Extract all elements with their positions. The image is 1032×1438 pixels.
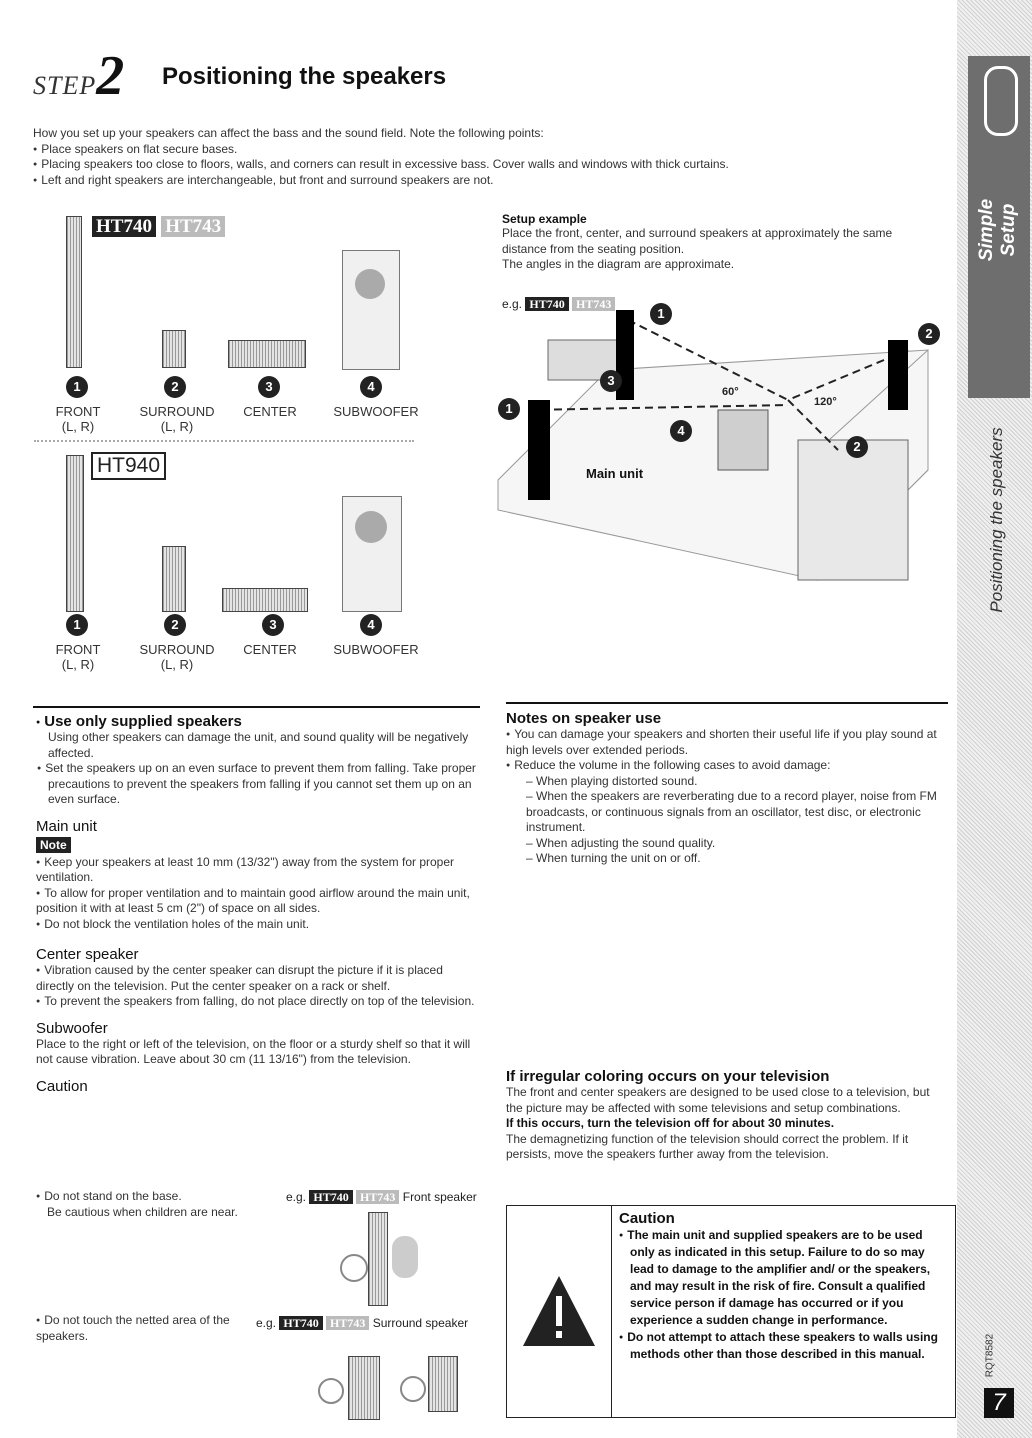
main-unit-label: Main unit: [586, 466, 644, 481]
no-symbol-icon: [318, 1378, 344, 1404]
sidebar-badge-icon: [984, 66, 1018, 136]
step-number: 2: [96, 45, 125, 107]
use-only-bullet: ● Set the speakers up on an even surface to prevent them from falling. Take proper precautions to prevent the speakers from falling if you cannot set them up on an even surface.: [36, 761, 480, 808]
notes-dash: – When playing distorted sound.: [526, 773, 698, 788]
setup-example-text2: The angles in the diagram are approximate.: [502, 257, 735, 271]
notes-dash: – When turning the unit on or off.: [526, 851, 701, 865]
center-speaker-bullet: ● To prevent the speakers from falling, do not place directly on top of the television.: [36, 994, 480, 1010]
model-badge-ht743: HT743: [161, 216, 225, 237]
front-speaker-eg: e.g. HT740 HT743 Front speaker: [286, 1190, 477, 1204]
diagram-number-1: 1: [650, 303, 672, 325]
irregular-bold: If this occurs, turn the television off for about 30 minutes.: [506, 1116, 835, 1130]
step-word: STEP: [33, 71, 97, 100]
caution-heading: Caution: [36, 1077, 88, 1095]
front-speaker-image: [66, 455, 84, 612]
intro-bullet: ● Placing speakers too close to floors, walls, and corners can result in excessive bass. Cover walls and windows with thick curtains.: [33, 157, 933, 173]
center-speaker-heading: Center speaker: [36, 946, 139, 963]
intro-bullet: ● Left and right speakers are interchangeable, but front and surround speakers are not.: [33, 173, 933, 189]
center-speaker-image: [222, 588, 308, 612]
setup-example: [502, 212, 922, 273]
dotted-divider: [34, 440, 414, 442]
notes-bullet: ● You can damage your speakers and shorten their useful life if you play sound at high levels over extended periods.: [506, 727, 946, 758]
diagram-number-2: 2: [846, 436, 868, 458]
irregular-heading: If irregular coloring occurs on your television: [506, 1068, 830, 1085]
warning-triangle-icon: [507, 1206, 611, 1417]
number-1: 1: [66, 376, 88, 398]
notes-bullet: ● Reduce the volume in the following cases to avoid damage:: [506, 758, 946, 774]
surround-speaker-image: [428, 1356, 458, 1412]
use-only-text: Using other speakers can damage the unit, and sound quality will be negatively affected.: [48, 730, 469, 760]
model-badge-ht740: HT740: [92, 216, 156, 237]
label-subwoofer: SUBWOOFER: [333, 642, 419, 657]
label-center: CENTER: [243, 642, 297, 657]
irregular-text: The front and center speakers are designed to be used close to a television, but the picture may be affected with some televisions and setup combinations.: [506, 1085, 930, 1115]
surround-speaker-eg: e.g. HT740 HT743 Surround speaker: [256, 1316, 469, 1330]
sidebar-section: Positioning the speakers: [987, 427, 1006, 613]
number-2: 2: [164, 376, 186, 398]
diagram-number-2: 2: [918, 323, 940, 345]
setup-example-heading: Setup example: [502, 212, 587, 226]
model-badges-top: [92, 216, 225, 238]
page-number: 7: [984, 1388, 1014, 1418]
setup-diagram: [488, 290, 948, 590]
subwoofer-text: Place to the right or left of the television, on the floor or a sturdy shelf so that it will not cause vibration. Leave about 30 cm (11 13/16") from the television.: [36, 1036, 471, 1066]
intro-bullet: ● Place speakers on flat secure bases.: [33, 142, 933, 158]
divider-left: [33, 706, 480, 708]
subwoofer-image: [342, 496, 402, 612]
sidebar-simple-setup: Simple Setup: [976, 198, 1019, 262]
note-badge: Note: [36, 837, 71, 853]
number-2: 2: [164, 614, 186, 636]
subwoofer-heading: Subwoofer: [36, 1019, 108, 1037]
subwoofer-image: [342, 250, 400, 370]
side-wall: [798, 440, 908, 580]
diagram-number-3: 3: [600, 370, 622, 392]
listener-chair: [718, 410, 768, 470]
model-badge-ht940: HT940: [91, 452, 166, 480]
main-unit-bullet: ● Keep your speakers at least 10 mm (13/32") away from the system for proper ventilation.: [36, 855, 480, 886]
step-heading: [33, 44, 124, 108]
number-1: 1: [66, 614, 88, 636]
number-4: 4: [360, 614, 382, 636]
no-symbol-icon: [340, 1254, 368, 1282]
caution-box: [506, 1205, 956, 1418]
main-unit-heading: Main unit: [36, 817, 97, 835]
main-unit-bullet: ● To allow for proper ventilation and to maintain good airflow around the main unit, position it with at least 5 cm (2") of space on all sides.: [36, 886, 480, 917]
angle-120-label: 120°: [814, 396, 837, 408]
surround-speaker-image: [162, 330, 186, 368]
caution-box-bullet: ● The main unit and supplied speakers are to be used only as indicated in this setup. Failure to do so may lead to damage to the amplifier and/ or the speakers, and may result in the risk of fire. Consult a qualified service person if damage has occurred or if you experience a sudden change in performance.: [619, 1227, 945, 1329]
use-only-heading: ● Use only supplied speakers: [36, 713, 480, 730]
caution-b1: ● Do not stand on the base. Be cautious when children are near.: [36, 1189, 276, 1220]
notes-dash: – When adjusting the sound quality.: [526, 835, 716, 850]
center-speaker-image: [228, 340, 306, 368]
no-symbol-icon: [400, 1376, 426, 1402]
model-badge-ht743: HT743: [572, 297, 615, 311]
model-badge-ht740: HT740: [525, 297, 568, 311]
page-title: Positioning the speakers: [162, 63, 447, 90]
label-surround: SURROUND (L, R): [139, 404, 215, 434]
label-front: FRONT (L, R): [55, 642, 101, 672]
label-subwoofer: SUBWOOFER: [333, 404, 419, 419]
caution-box-heading: Caution: [619, 1210, 675, 1227]
divider-right: [506, 702, 948, 704]
room-diagram: [488, 290, 948, 590]
diagram-number-1: 1: [498, 398, 520, 420]
intro: [33, 126, 933, 188]
setup-example-text: Place the front, center, and surround speakers at approximately the same distance from the seating position.: [502, 226, 893, 256]
label-center: CENTER: [243, 404, 297, 419]
diagram-number-4: 4: [670, 420, 692, 442]
main-unit-bullet: ● Do not block the ventilation holes of the main unit.: [36, 917, 480, 933]
notes-dash: – When the speakers are reverberating due to a record player, noise from FM broadcasts, or continuous signals from an oscillator, test disc, or electronic instrument.: [526, 789, 937, 834]
angle-60-label: 60°: [722, 386, 739, 398]
number-3: 3: [262, 614, 284, 636]
caution-icon-panel: [507, 1206, 612, 1417]
number-3: 3: [258, 376, 280, 398]
label-surround: SURROUND (L, R): [139, 642, 215, 672]
left-column: [36, 713, 480, 1095]
front-speaker-image: [368, 1212, 388, 1306]
sidebar-code: RQT8582: [984, 1333, 996, 1378]
notes-heading: Notes on speaker use: [506, 710, 662, 727]
setup-eg: e.g. HT740 HT743: [502, 297, 615, 312]
notes-section: [506, 710, 946, 867]
front-speaker-image: [66, 216, 82, 368]
child-icon: [392, 1236, 418, 1278]
center-speaker-bullet: ● Vibration caused by the center speaker can disrupt the picture if it is placed directly on the television. Put the center speaker on a rack or shelf.: [36, 963, 480, 994]
surround-speaker-image: [162, 546, 186, 612]
irregular-text2: The demagnetizing function of the television should correct the problem. If it persists, move the speakers further away from the television.: [506, 1131, 909, 1161]
caution-b2: ● Do not touch the netted area of the speakers.: [36, 1313, 236, 1344]
irregular-section: [506, 1068, 948, 1163]
label-front: FRONT (L, R): [55, 404, 101, 434]
surround-speaker-image: [348, 1356, 380, 1420]
intro-text: How you set up your speakers can affect the bass and the sound field. Note the following points:: [33, 126, 544, 140]
caution-box-bullet: ● Do not attempt to attach these speakers to walls using methods other than those described in this manual.: [619, 1329, 945, 1363]
number-4: 4: [360, 376, 382, 398]
